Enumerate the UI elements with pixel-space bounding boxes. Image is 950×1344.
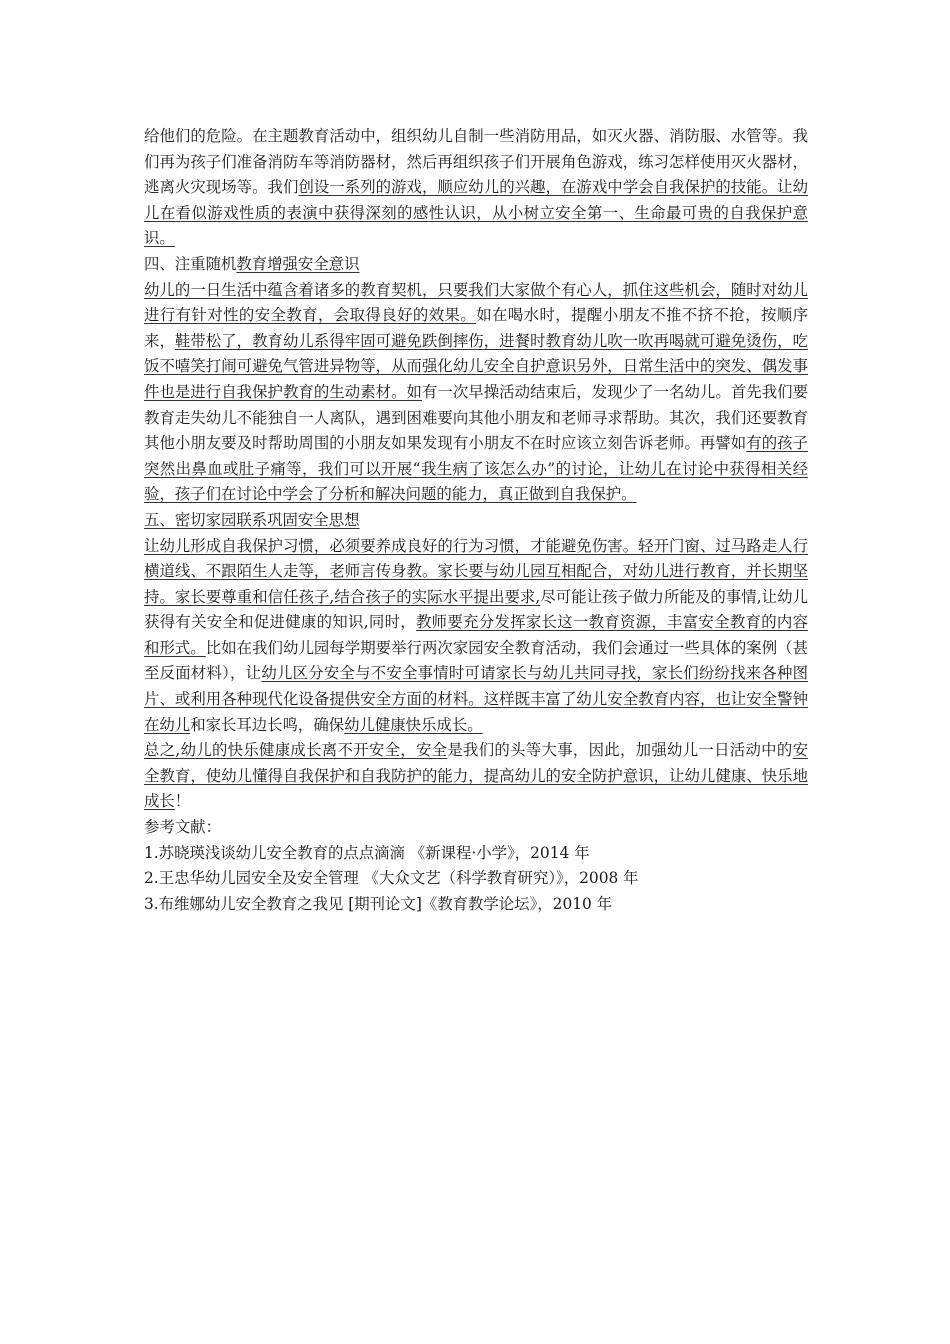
document-page [144, 124, 808, 917]
paragraph-daily-education-b: 如在喝水时，提醒小朋友不推不挤不抢，按顺序来， [144, 306, 808, 350]
paragraph-daily-education-e: 有的孩子突然出鼻血或肚子痛等，我们可以开展“我生病了该怎么办”的讨论，让幼儿在讨论中获得相关经验，孩子们在讨论中学会了分析和解决问题的能力，真正做到自我保护。 [144, 434, 808, 504]
paragraph-home-school-e: 幼儿区分安全与不安全事情时可请家长与幼儿共同寻找，家长们纷纷找来各种图片、或利用各种现代化设备提供安全方面的材料。这样既丰富了幼儿安全教育内容，也让安全警钟在幼儿 [144, 664, 808, 734]
paragraph-daily-education-a: 幼儿的一日生活中蕴含着诸多的教育契机，只要我们大家做个有心人，抓住这些机会，随时对幼儿进行有针对性的安全教育，会取得良好的效果。 [144, 280, 808, 325]
section-heading-4-part1: 四、注重随机 [144, 254, 237, 273]
paragraph-home-school [144, 534, 808, 739]
paragraph-home-school-d: 比如在我们幼儿园每学期要举行两次家园安全教育活动，我们会通过一些具体的案例（甚至反面材料），让 [144, 638, 808, 683]
paragraph-fire-safety-text: 给他们的危险。在主题教育活动中，组织幼儿自制一些消防用品，如灭火器、消防服、水管等。我们再为孩子们准备消防车等消防器材，然后再组织孩子们开展角色游戏，练习怎样使用灭火器材，逃离火灾现场等。我们 [144, 127, 808, 197]
paragraph-home-school-g: 幼儿健康快乐成长。 [344, 715, 483, 734]
references-title: 参考文献： [144, 818, 221, 837]
paragraph-conclusion-d: ！ [174, 792, 191, 811]
paragraph-daily-education-d: 有一次早操活动结束后，发现少了一名幼儿。首先我们要教育走失幼儿不能独自一人离队，遇到困难要向其他小朋友和老师寻求帮助。其次，我们还要教育其他小朋友要及时帮助周围的小朋友如果发现有小朋友不在时应该立刻告诉老师。再譬如 [144, 382, 808, 453]
reference-item-2: 2.王忠华幼儿园安全及安全管理 《大众文艺（科学教育研究）》，2008 年 [144, 869, 639, 888]
reference-item-1: 1.苏晓瑛浅谈幼儿安全教育的点点滴滴 《新课程·小学》，2014 年 [144, 843, 590, 862]
paragraph-home-school-c: 教师要充分发挥家长这一教育资源，丰富安全教育的内容和形式。 [144, 613, 808, 657]
paragraph-conclusion-a: 总之,幼儿的快乐健康成长离不开安全，安全 [144, 741, 448, 760]
paragraph-home-school-f: 和家长耳边长鸣，确保 [190, 715, 345, 734]
section-heading-5-text: 五、密切家园联系巩固安全思想 [144, 510, 360, 529]
paragraph-fire-safety [144, 124, 808, 252]
paragraph-conclusion [144, 738, 808, 815]
section-heading-4 [144, 252, 808, 278]
paragraph-daily-education [144, 278, 808, 508]
paragraph-daily-education-c: 鞋带松了，教育幼儿系得牢固可避免跌倒摔伤，进餐时教育幼儿吹一吹再喝就可避免烫伤，吃饭不嘻笑打闹可避免气管进异物等，从而强化幼儿安全自护意识另外，日常生活中的突发、偶发事件也是进行自我保护教育的生动素材。如 [144, 331, 808, 401]
paragraph-fire-safety-underlined: 创设一系列的游戏，顺应幼儿的兴趣，在游戏中学会自我保护的技能。让幼儿在看似游戏性质的表演中获得深刻的感性认识，从小树立安全第一、生命最可贵的自我保护意识。 [144, 178, 808, 248]
paragraph-home-school-b: 尽可能让孩子做力所能及的事情,让幼儿获得有关安全和促进健康的知识,同时， [144, 587, 808, 632]
reference-item-3: 3.布维娜幼儿安全教育之我见 [期刊论文]《教育教学论坛》，2010 年 [144, 894, 613, 913]
section-heading-4-part2: 教育增强安全意识 [236, 254, 360, 273]
section-heading-5 [144, 508, 808, 534]
paragraph-home-school-a: 让幼儿形成自我保护习惯，必须要养成良好的行为习惯，才能避免伤害。轻开门窗、过马路走人行横道线、不跟陌生人走等，老师言传身教。家长要与幼儿园互相配合，对幼儿进行教育，并长期坚持。家长要尊重和信任孩子,结合孩子的实际水平提出要求, [144, 536, 808, 606]
paragraph-conclusion-b: 是我们的头等大事，因此，加强幼儿一日活动中的 [447, 741, 793, 760]
paragraph-conclusion-c: 安全教育，使幼儿懂得自我保护和自我防护的能力，提高幼儿的安全防护意识，让幼儿健康、快乐地成长 [144, 741, 808, 811]
